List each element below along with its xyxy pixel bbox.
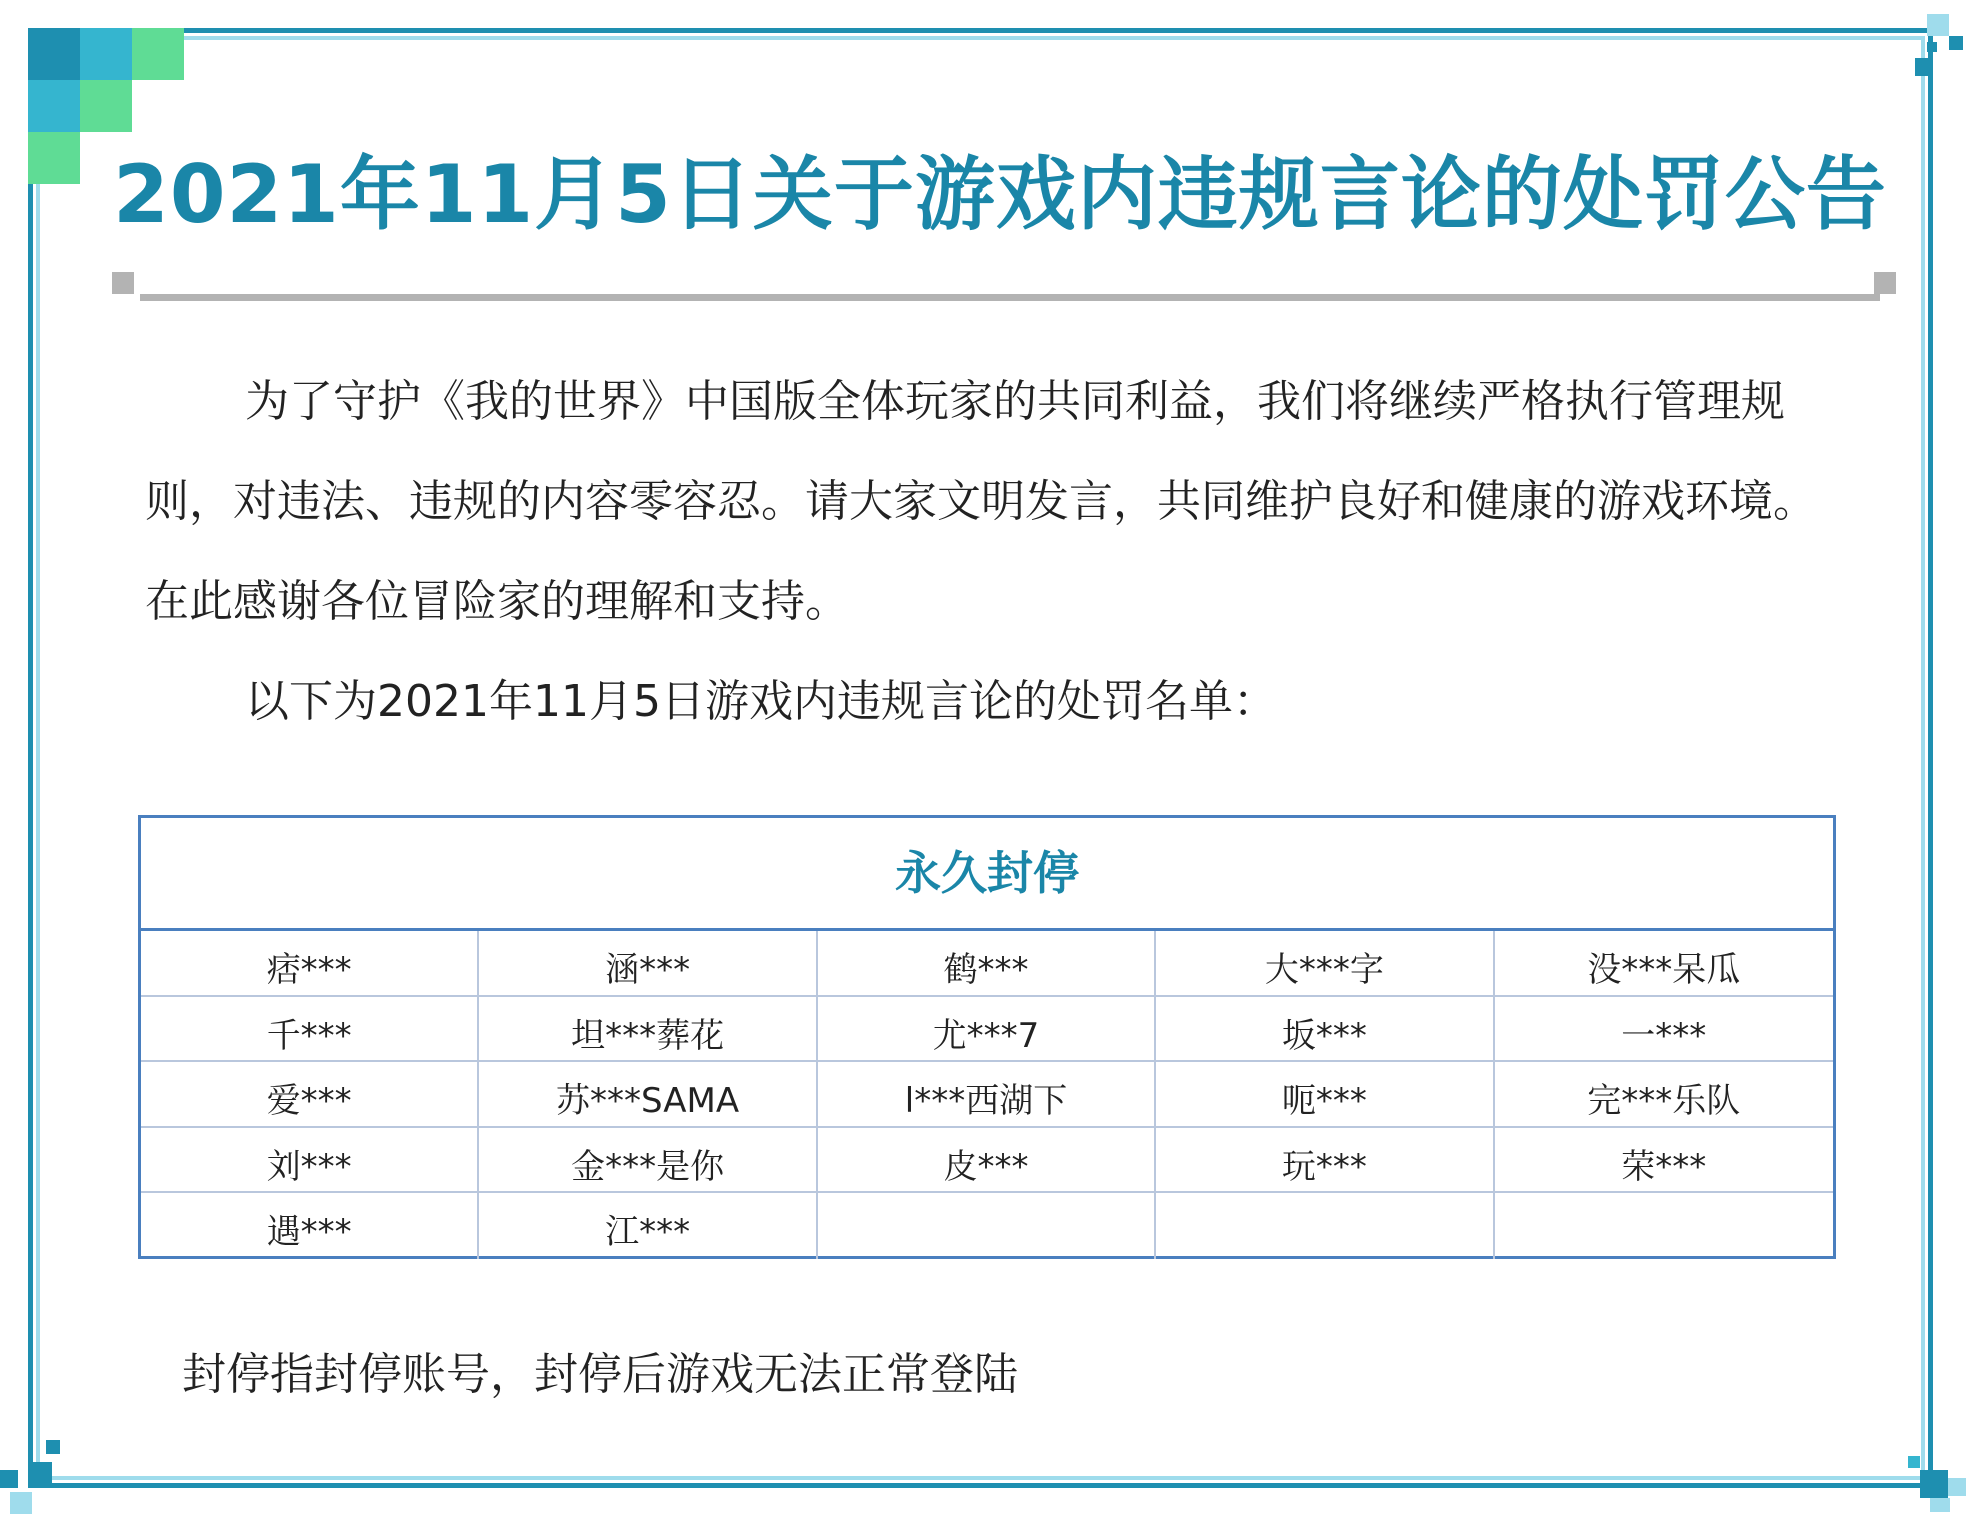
ban-table-header: 永久封停	[141, 818, 1833, 931]
title-divider	[140, 294, 1880, 301]
corner-decoration-square	[46, 1440, 60, 1454]
corner-decoration-square	[0, 1470, 18, 1488]
table-cell: 鹤***	[818, 931, 1156, 997]
table-cell: 涵***	[479, 931, 817, 997]
corner-decoration-square	[28, 132, 80, 184]
table-cell	[818, 1193, 1156, 1259]
corner-decoration-square	[80, 80, 132, 132]
table-cell: 刘***	[141, 1128, 479, 1194]
inner-frame	[36, 36, 1925, 1480]
table-cell: 坦***葬花	[479, 997, 817, 1063]
table-cell: l***西湖下	[818, 1062, 1156, 1128]
ban-table-grid	[141, 931, 1833, 1259]
corner-decoration-square	[1949, 36, 1963, 50]
corner-decoration-square	[28, 80, 80, 132]
corner-decoration-square	[28, 1462, 52, 1486]
table-cell: 金***是你	[479, 1128, 817, 1194]
intro-paragraph: 为了守护《我的世界》中国版全体玩家的共同利益，我们将继续严格执行管理规则，对违法、违规的内容零容忍。请大家文明发言，共同维护良好和健康的游戏环境。在此感谢各位冒险家的理解和支持。	[145, 376, 1817, 627]
table-cell: 玩***	[1156, 1128, 1494, 1194]
corner-decoration-square	[132, 28, 184, 80]
table-cell: 遇***	[141, 1193, 479, 1259]
corner-decoration-square	[1927, 14, 1949, 36]
table-cell: 一***	[1495, 997, 1833, 1063]
corner-decoration-square	[1915, 58, 1933, 76]
corner-decoration-square	[1920, 1470, 1948, 1498]
corner-decoration-square	[1927, 42, 1937, 52]
table-cell	[1495, 1193, 1833, 1259]
corner-decoration-square	[80, 28, 132, 80]
ban-note: 封停指封停账号，封停后游戏无法正常登陆	[182, 1349, 1018, 1400]
table-cell: 呃***	[1156, 1062, 1494, 1128]
table-cell: 爱***	[141, 1062, 479, 1128]
table-cell: 千***	[141, 997, 479, 1063]
corner-decoration-square	[10, 1492, 32, 1514]
table-cell: 苏***SAMA	[479, 1062, 817, 1128]
ban-list-table	[138, 815, 1836, 1259]
table-cell: 荣***	[1495, 1128, 1833, 1194]
list-intro-paragraph: 以下为2021年11月5日游戏内违规言论的处罚名单：	[245, 676, 1277, 727]
table-cell: 江***	[479, 1193, 817, 1259]
table-cell: 坂***	[1156, 997, 1494, 1063]
table-cell: 完***乐队	[1495, 1062, 1833, 1128]
table-cell: 皮***	[818, 1128, 1156, 1194]
table-cell: 痞***	[141, 931, 479, 997]
divider-endcap	[112, 272, 134, 294]
corner-decoration-square	[1908, 1456, 1920, 1468]
corner-decoration-square	[28, 28, 80, 80]
divider-endcap	[1874, 272, 1896, 294]
table-cell	[1156, 1193, 1494, 1259]
corner-decoration-square	[1948, 1478, 1966, 1496]
table-cell: 没***呆瓜	[1495, 931, 1833, 997]
table-cell: 大***字	[1156, 931, 1494, 997]
corner-decoration-square	[1930, 1498, 1950, 1512]
table-cell: 尤***7	[818, 997, 1156, 1063]
page-title: 2021年11月5日关于游戏内违规言论的处罚公告	[113, 148, 1887, 241]
